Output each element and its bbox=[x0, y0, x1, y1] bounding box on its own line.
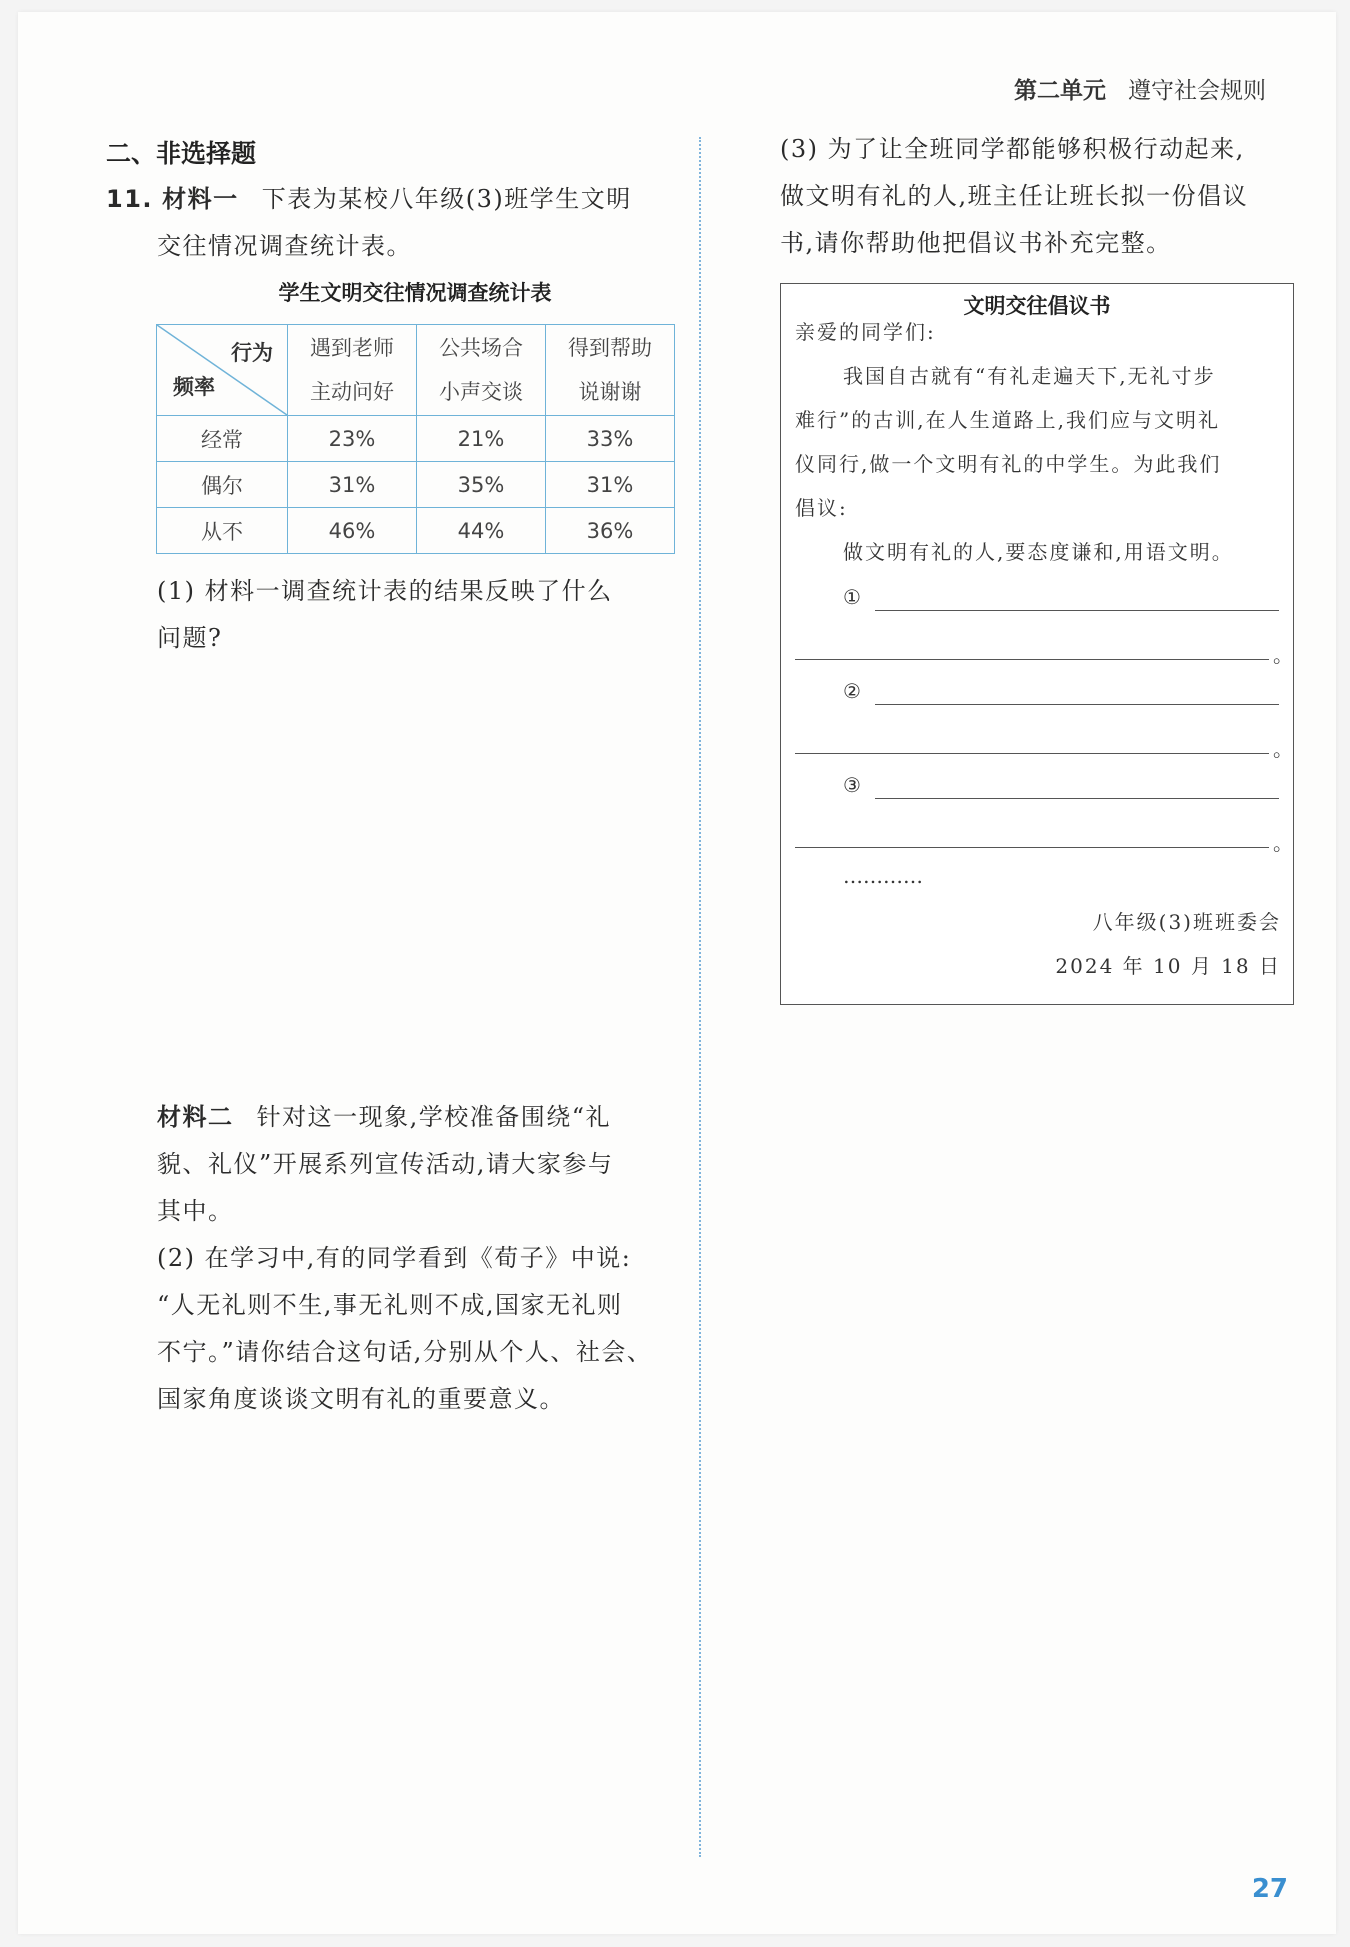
page-number: 27 bbox=[1251, 1874, 1288, 1904]
column-header-line2: 小声交谈 bbox=[439, 380, 523, 404]
sub-question-3-line1: (3) 为了让全班同学都能够积极行动起来, bbox=[780, 135, 1245, 163]
column-header bbox=[417, 325, 546, 416]
survey-table bbox=[156, 324, 675, 554]
sub-question-2-line1: (2) 在学习中,有的同学看到《荀子》中说: bbox=[157, 1244, 632, 1272]
question-number: 11. bbox=[106, 185, 154, 213]
sub-question-1-line2: 问题? bbox=[157, 624, 223, 652]
proposal-box bbox=[780, 283, 1294, 1005]
sub-question-2-line3: 不宁。”请你结合这句话,分别从个人、社会、 bbox=[157, 1338, 653, 1366]
table-cell: 35% bbox=[417, 462, 546, 508]
proposal-title: 文明交往倡议书 bbox=[963, 294, 1111, 318]
answer-blank-3a[interactable] bbox=[875, 798, 1279, 799]
table-cell: 31% bbox=[288, 462, 417, 508]
proposal-signer: 八年级(3)班班委会 bbox=[1092, 910, 1281, 934]
corner-bottom-label: 频率 bbox=[173, 375, 215, 399]
sub-question-2-line2: “人无礼则不生,事无礼则不成,国家无礼则 bbox=[157, 1291, 623, 1319]
row-label: 从不 bbox=[157, 508, 288, 554]
answer-blank-3b[interactable] bbox=[795, 847, 1269, 848]
workbook-page bbox=[18, 12, 1336, 1934]
table-row bbox=[157, 508, 675, 554]
material2-label: 材料二 bbox=[157, 1103, 234, 1131]
material1-text1: 下表为某校八年级(3)班学生文明 bbox=[261, 185, 632, 213]
blank-marker-1: ① bbox=[843, 585, 863, 609]
header-unit: 第二单元 bbox=[1014, 78, 1106, 104]
answer-blank-1a[interactable] bbox=[875, 610, 1279, 611]
blank-period-2: 。 bbox=[1273, 737, 1293, 761]
sub-question-3-line2: 做文明有礼的人,班主任让班长拟一份倡议 bbox=[780, 182, 1249, 210]
sub-question-2-line4: 国家角度谈谈文明有礼的重要意义。 bbox=[157, 1385, 565, 1413]
answer-blank-2b[interactable] bbox=[795, 753, 1269, 754]
blank-period-1: 。 bbox=[1273, 643, 1293, 667]
proposal-body-line4: 倡议: bbox=[795, 496, 848, 520]
column-header-line2: 说谢谢 bbox=[578, 380, 642, 404]
column-header-line2: 主动问好 bbox=[310, 380, 394, 404]
column-header bbox=[546, 325, 675, 416]
proposal-item-0: 做文明有礼的人,要态度谦和,用语文明。 bbox=[843, 540, 1234, 564]
material1-line2: 交往情况调查统计表。 bbox=[157, 232, 412, 260]
column-header-line1: 公共场合 bbox=[439, 336, 523, 360]
material2-text1: 针对这一现象,学校准备围绕“礼 bbox=[256, 1103, 612, 1131]
table-cell: 44% bbox=[417, 508, 546, 554]
sub-question-1-line1: (1) 材料一调查统计表的结果反映了什么 bbox=[157, 577, 613, 605]
table-cell: 21% bbox=[417, 416, 546, 462]
proposal-ellipsis: ………… bbox=[843, 864, 923, 888]
material2-line1 bbox=[157, 1094, 611, 1141]
column-header bbox=[288, 325, 417, 416]
table-corner-cell bbox=[157, 325, 288, 416]
material2-line3: 其中。 bbox=[157, 1197, 234, 1225]
column-divider bbox=[699, 137, 701, 1857]
running-header bbox=[1014, 72, 1266, 105]
row-label: 经常 bbox=[157, 416, 288, 462]
table-cell: 36% bbox=[546, 508, 675, 554]
answer-blank-2a[interactable] bbox=[875, 704, 1279, 705]
proposal-date: 2024 年 10 月 18 日 bbox=[1055, 954, 1281, 978]
corner-top-label: 行为 bbox=[231, 341, 273, 365]
blank-marker-3: ③ bbox=[843, 773, 863, 797]
blank-period-3: 。 bbox=[1273, 831, 1293, 855]
table-row bbox=[157, 462, 675, 508]
proposal-body-line2: 难行”的古训,在人生道路上,我们应与文明礼 bbox=[795, 408, 1220, 432]
table-cell: 33% bbox=[546, 416, 675, 462]
material1-line1 bbox=[106, 176, 632, 223]
material2-line2: 貌、礼仪”开展系列宣传活动,请大家参与 bbox=[157, 1150, 614, 1178]
table-cell: 31% bbox=[546, 462, 675, 508]
blank-marker-2: ② bbox=[843, 679, 863, 703]
header-topic: 遵守社会规则 bbox=[1128, 78, 1266, 104]
table-header-row bbox=[157, 325, 675, 416]
row-label: 偶尔 bbox=[157, 462, 288, 508]
table-cell: 46% bbox=[288, 508, 417, 554]
column-header-line1: 得到帮助 bbox=[568, 336, 652, 360]
material1-label: 材料一 bbox=[162, 185, 239, 213]
proposal-body-line1: 我国自古就有“有礼走遍天下,无礼寸步 bbox=[843, 364, 1216, 388]
column-header-line1: 遇到老师 bbox=[310, 336, 394, 360]
table-title: 学生文明交往情况调查统计表 bbox=[278, 281, 552, 305]
table-cell: 23% bbox=[288, 416, 417, 462]
proposal-body-line3: 仪同行,做一个文明有礼的中学生。为此我们 bbox=[795, 452, 1222, 476]
proposal-greeting: 亲爱的同学们: bbox=[795, 320, 936, 344]
table-row bbox=[157, 416, 675, 462]
sub-question-3-line3: 书,请你帮助他把倡议书补充完整。 bbox=[780, 229, 1172, 257]
section-title: 二、非选择题 bbox=[106, 139, 257, 168]
answer-blank-1b[interactable] bbox=[795, 659, 1269, 660]
